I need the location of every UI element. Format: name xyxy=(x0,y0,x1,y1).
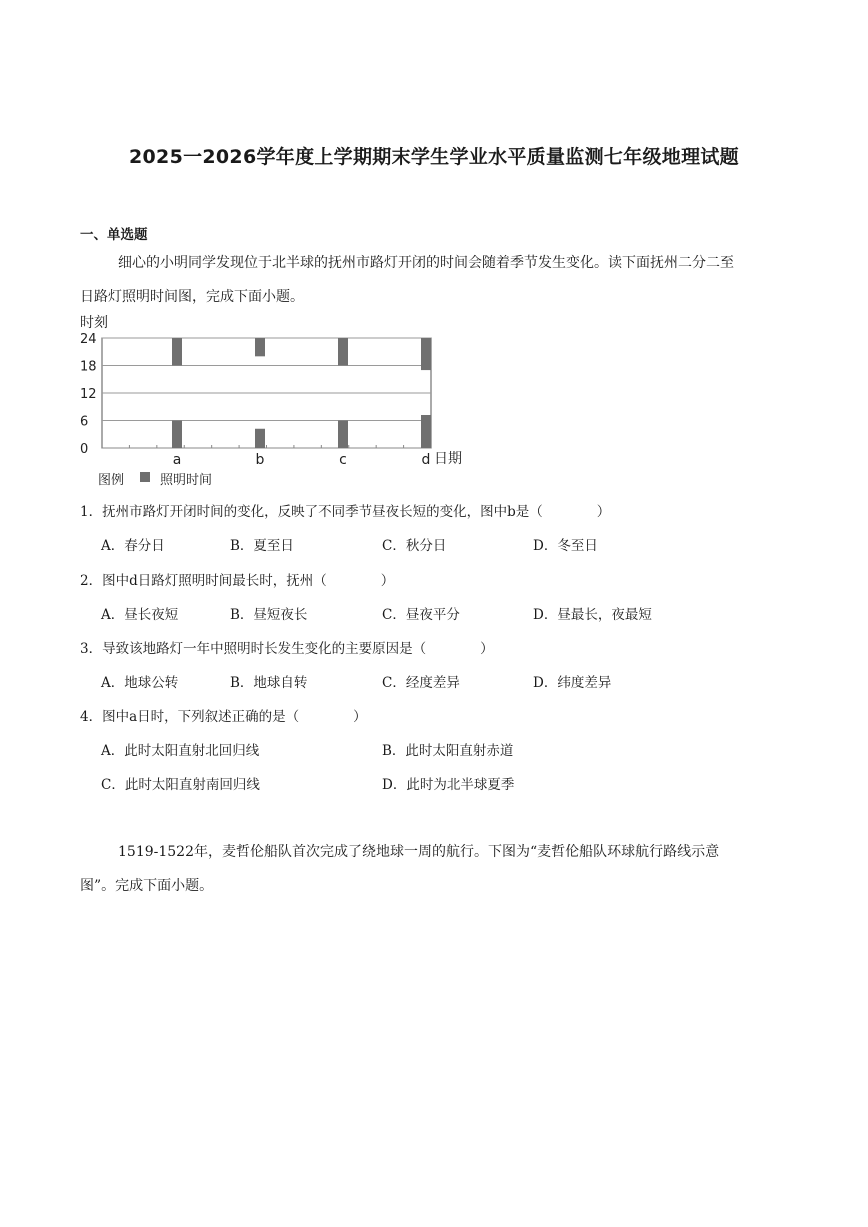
legend-swatch xyxy=(140,472,150,482)
legend-label: 照明时间 xyxy=(160,473,213,488)
question-1-option[interactable]: D．冬至日 xyxy=(533,538,598,554)
question-2-option[interactable]: B．昼短夜长 xyxy=(230,607,308,623)
question-2: 2．图中d日路灯照明时间最长时，抚州（ ） xyxy=(80,573,395,589)
section-heading: 一、单选题 xyxy=(80,227,148,243)
question-2-option[interactable]: A．昼长夜短 xyxy=(101,607,179,623)
y-tick-label: 6 xyxy=(80,414,89,430)
x-category-label: c xyxy=(339,452,347,468)
question-4: 4．图中a日时，下列叙述正确的是（ ） xyxy=(80,709,367,725)
y-tick-label: 24 xyxy=(80,332,97,347)
question-4-option[interactable]: B．此时太阳直射赤道 xyxy=(382,743,514,759)
question-3: 3．导致该地路灯一年中照明时长发生变化的主要原因是（ ） xyxy=(80,641,494,657)
bar-a-morning xyxy=(172,421,182,449)
question-3-option[interactable]: D．纬度差异 xyxy=(533,675,612,691)
bar-a-evening xyxy=(172,338,182,366)
intro-paragraph-line2: 日路灯照明时间图，完成下面小题。 xyxy=(80,289,304,305)
intro-paragraph-line1: 细心的小明同学发现位于北半球的抚州市路灯开闭的时间会随着季节发生变化。读下面抚州二分二至 xyxy=(118,255,734,271)
intro2-paragraph-line1: 1519-1522年，麦哲伦船队首次完成了绕地球一周的航行。下图为“麦哲伦船队环球航行路线示意 xyxy=(118,844,720,860)
bar-d-morning xyxy=(421,415,431,448)
x-category-label: d xyxy=(421,452,431,468)
question-4-option[interactable]: D．此时为北半球夏季 xyxy=(382,777,515,793)
lighting-time-chart xyxy=(78,312,478,492)
x-category-label: b xyxy=(255,452,265,468)
y-tick-label: 18 xyxy=(80,359,97,375)
question-1-option[interactable]: C．秋分日 xyxy=(382,538,447,554)
question-2-option[interactable]: D．昼最长，夜最短 xyxy=(533,607,652,623)
bar-d-evening xyxy=(421,338,431,370)
question-1-option[interactable]: A．春分日 xyxy=(101,538,165,554)
question-3-option[interactable]: B．地球自转 xyxy=(230,675,308,691)
question-4-option[interactable]: A．此时太阳直射北回归线 xyxy=(101,743,260,759)
y-axis-label: 时刻 xyxy=(80,315,108,331)
question-3-option[interactable]: C．经度差异 xyxy=(382,675,460,691)
page-title: 2025一2026学年度上学期期末学生学业水平质量监测七年级地理试题 xyxy=(129,146,739,168)
bar-c-morning xyxy=(338,421,348,449)
question-3-option[interactable]: A．地球公转 xyxy=(101,675,179,691)
question-1-option[interactable]: B．夏至日 xyxy=(230,538,294,554)
question-1: 1．抚州市路灯开闭时间的变化，反映了不同季节昼夜长短的变化，图中b是（ ） xyxy=(80,504,611,520)
x-axis-label: 日期 xyxy=(434,451,462,467)
question-2-option[interactable]: C．昼夜平分 xyxy=(382,607,460,623)
y-tick-label: 0 xyxy=(80,442,89,457)
bar-b-evening xyxy=(255,338,265,356)
bar-c-evening xyxy=(338,338,348,366)
x-category-label: a xyxy=(172,452,182,468)
intro2-paragraph-line2: 图”。完成下面小题。 xyxy=(80,878,214,894)
question-4-option[interactable]: C．此时太阳直射南回归线 xyxy=(101,777,260,793)
y-tick-label: 12 xyxy=(80,387,97,402)
bar-b-morning xyxy=(255,429,265,448)
legend-prefix: 图例 xyxy=(98,473,125,488)
